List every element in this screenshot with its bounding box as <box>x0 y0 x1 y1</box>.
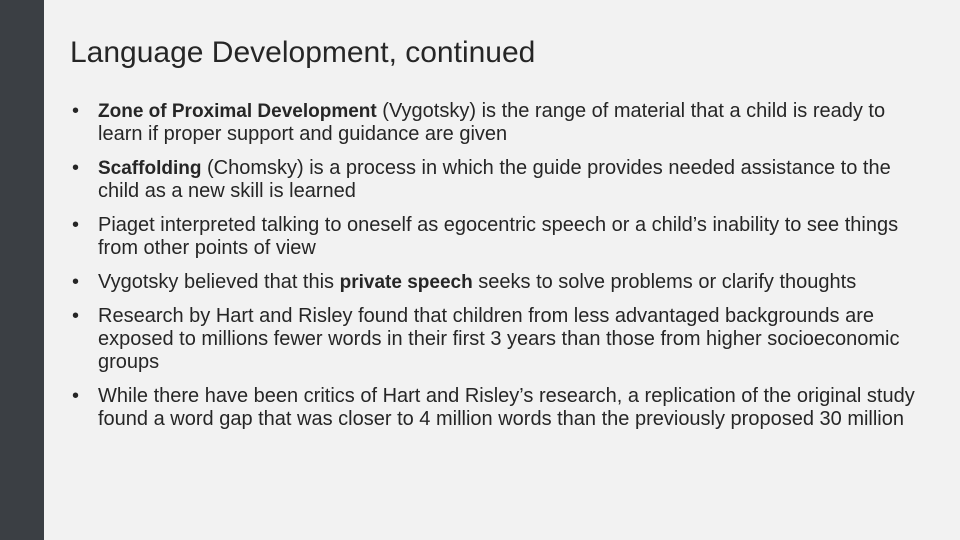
bullet-text: (Chomsky) is a process in which the guide provides needed assistance to the child as a new skill is learned <box>98 157 891 202</box>
bullet-item <box>72 214 918 260</box>
bullet-text: While there have been critics of Hart and Risley’s research, a replication of the original study found a word gap that was closer to 4 million words than the previously proposed 30 million <box>98 385 915 430</box>
bullet-text: Research by Hart and Risley found that children from less advantaged backgrounds are exposed to millions fewer words in their first 3 years than those from higher socioeconomic groups <box>98 305 900 373</box>
bullet-dot-icon: • <box>72 385 80 407</box>
bullet-list <box>72 100 918 442</box>
bullet-text-bold: Scaffolding <box>98 158 202 179</box>
bullet-text-bold: private speech <box>339 272 473 293</box>
bullet-dot-icon: • <box>72 271 80 293</box>
bullet-text: Vygotsky believed that this <box>98 271 340 293</box>
bullet-item <box>72 305 918 374</box>
bullet-item <box>72 271 918 294</box>
bullet-text-bold: Zone of Proximal Development <box>98 101 377 122</box>
slide-title: Language Development, continued <box>70 36 536 69</box>
bullet-dot-icon: • <box>72 100 80 122</box>
bullet-item <box>72 157 918 203</box>
bullet-text: Piaget interpreted talking to oneself as egocentric speech or a child’s inability to see things from other points of view <box>98 214 899 259</box>
slide <box>44 0 960 540</box>
bullet-item <box>72 385 918 431</box>
bullet-item <box>72 100 918 146</box>
bullet-dot-icon: • <box>72 305 80 327</box>
bullet-text: (Vygotsky) is the range of material that a child is ready to learn if proper support and guidance are given <box>98 100 886 145</box>
bullet-text: seeks to solve problems or clarify thoughts <box>472 271 857 293</box>
sidebar-accent-bar <box>0 0 44 540</box>
bullet-dot-icon: • <box>72 214 80 236</box>
bullet-dot-icon: • <box>72 157 80 179</box>
